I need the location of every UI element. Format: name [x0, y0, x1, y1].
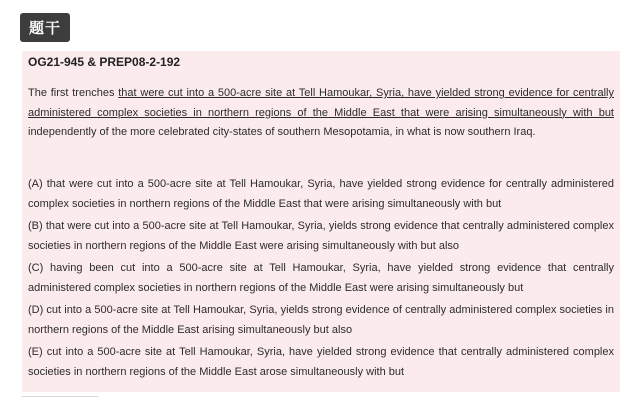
question-id: OG21-945 & PREP08-2-192: [28, 55, 181, 69]
option-b[interactable]: (B) that were cut into a 500-acre site at Tell Hamoukar, Syria, yields strong evidence that centrally administered complex societies in northern regions of the Middle East were arising simultaneously with but also: [28, 220, 614, 252]
section-tag-label: 题干: [28, 19, 61, 37]
option-c[interactable]: (C) having been cut into a 500-acre site at Tell Hamoukar, Syria, have yielded strong evidence that centrally administered complex societies in northern regions of the Middle East were arising simultaneously but: [28, 262, 614, 294]
section-tag: [20, 13, 70, 42]
question-stem: [28, 84, 614, 143]
option-d[interactable]: (D) cut into a 500-acre site at Tell Hamoukar, Syria, yields strong evidence of centrally administered complex societies in northern regions of the Middle East arising simultaneously but also: [28, 304, 614, 336]
divider: [22, 396, 98, 397]
stem-ending: independently of the more celebrated city-states of southern Mesopotamia, in what is now southern Iraq.: [28, 126, 536, 138]
stem-underlined-portion: that were cut into a 500-acre site at Tell Hamoukar, Syria, have yielded strong evidence for centrally administered complex societies in northern regions of the Middle East that were arising simultaneously with but: [28, 87, 614, 119]
option-e[interactable]: (E) cut into a 500-acre site at Tell Hamoukar, Syria, have yielded strong evidence that centrally administered complex societies in northern regions of the Middle East arose simultaneously with but: [28, 346, 614, 378]
question-card: [22, 51, 620, 392]
answer-options: [28, 175, 614, 385]
stem-intro: The first trenches: [28, 87, 119, 99]
option-a[interactable]: (A) that were cut into a 500-acre site at Tell Hamoukar, Syria, have yielded strong evidence for centrally administered complex societies in northern regions of the Middle East that were arising simultaneously with but: [28, 178, 614, 210]
